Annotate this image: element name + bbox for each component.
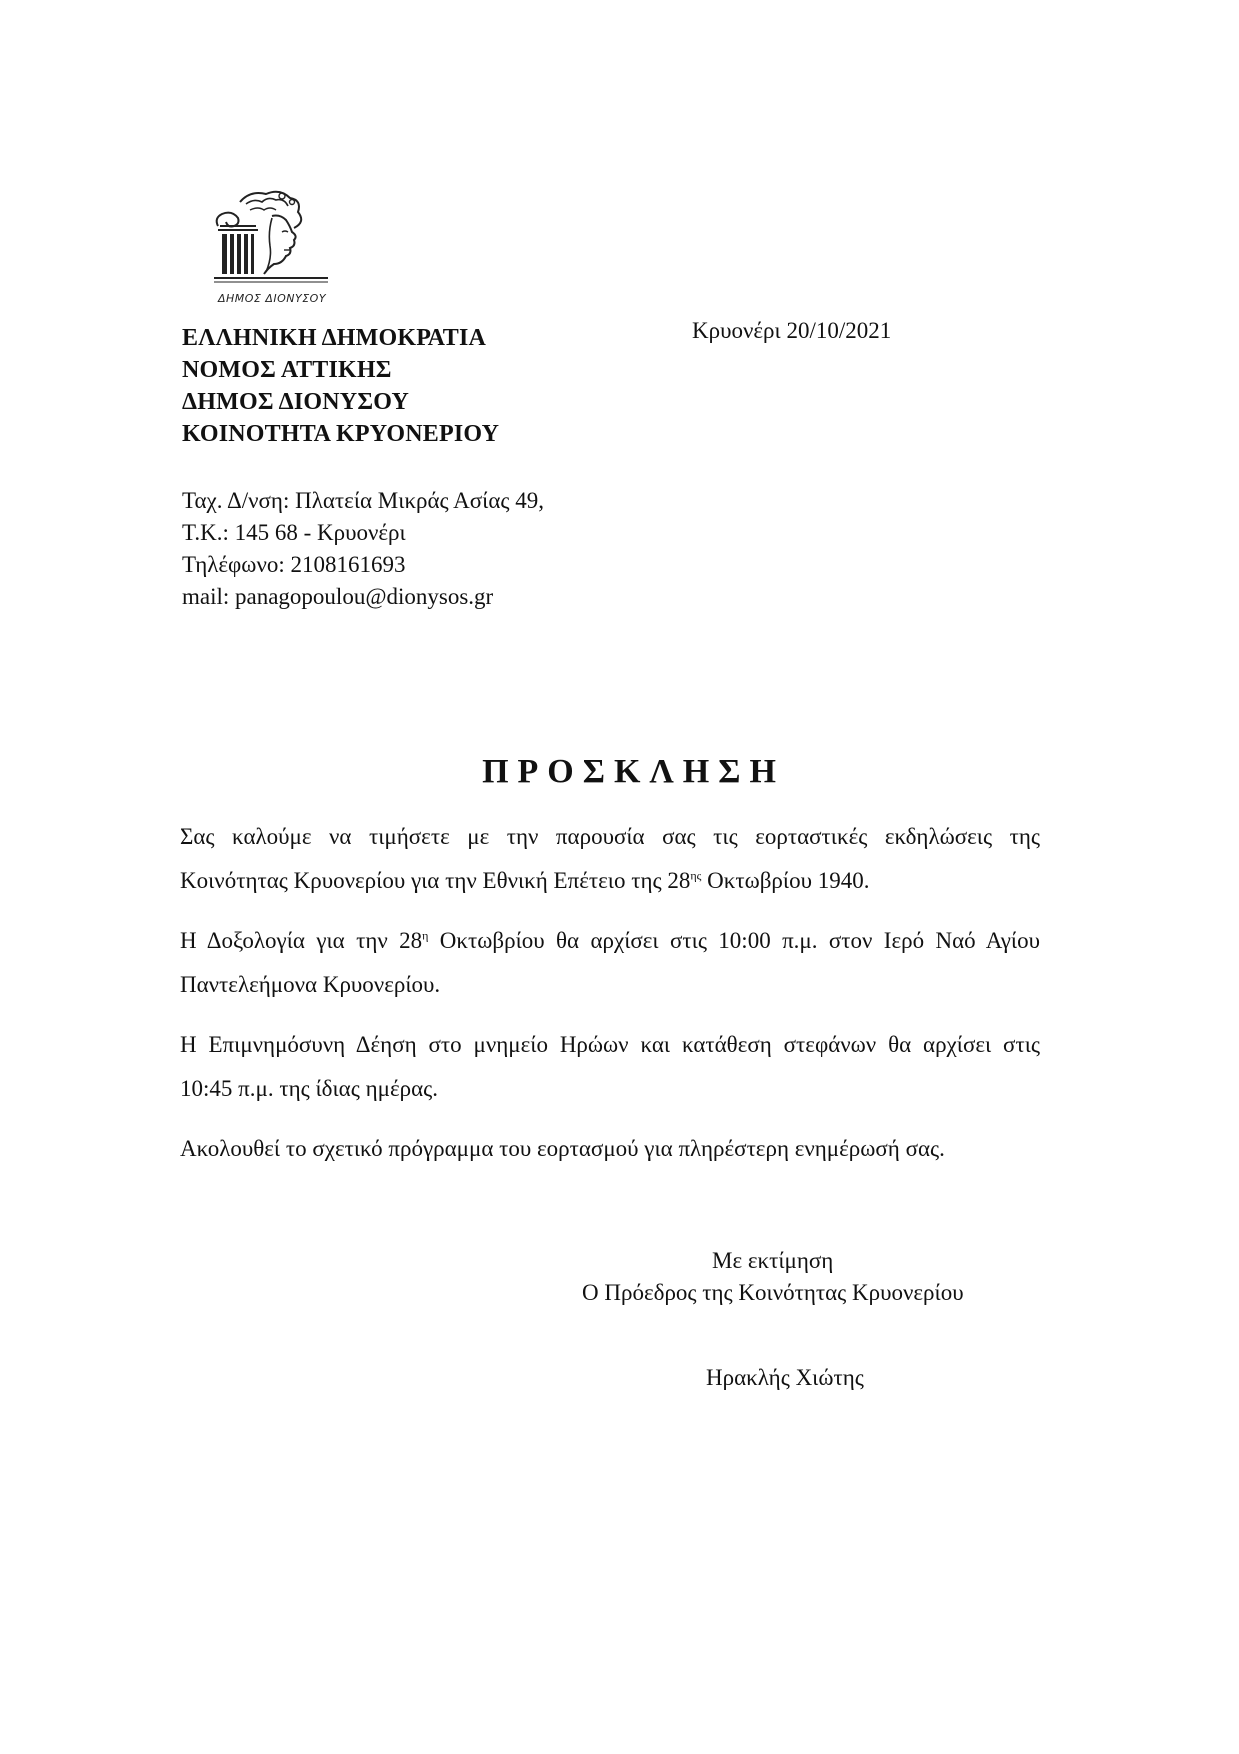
paragraph-doxology [180, 919, 1040, 1007]
body-line: Σας καλούμε να τιμήσετε με την παρουσία σας τις εορταστικές εκδηλώσεις της [180, 824, 1040, 849]
authority-line: ΚΟΙΝΟΤΗΤΑ ΚΡΥΟΝΕΡΙΟΥ [182, 421, 500, 447]
signatory-name: Ηρακλής Χιώτης [706, 1365, 864, 1390]
authority-line: ΔΗΜΟΣ ΔΙΟΝΥΣΟΥ [182, 389, 409, 415]
paragraph-memorial [180, 1023, 1040, 1111]
body-text-segment: Οκτωβρίου θα αρχίσει στις 10:00 π.μ. στον Ιερό Ναό Αγίου [428, 928, 1040, 953]
body-line: Παντελεήμονα Κρυονερίου. [180, 972, 441, 997]
document-date: Κρυονέρι 20/10/2021 [692, 318, 892, 343]
contact-phone: Τηλέφωνο: 2108161693 [182, 552, 406, 577]
contact-details [182, 485, 544, 613]
authority-line: ΕΛΛΗΝΙΚΗ ΔΗΜΟΚΡΑΤΙΑ [182, 325, 487, 351]
body-line [180, 919, 1040, 963]
document-title: ΠΡΟΣΚΛΗΣΗ [482, 753, 785, 790]
ordinal-suffix: ης [690, 868, 702, 883]
closing-regards: Με εκτίμηση [712, 1248, 834, 1273]
body-line: Ακολουθεί το σχετικό πρόγραμμα του εορτασμού για πληρέστερη ενημέρωσή σας. [180, 1136, 945, 1161]
contact-address: Ταχ. Δ/νση: Πλατεία Μικράς Ασίας 49, [182, 488, 545, 513]
contact-email: mail: panagopoulou@dionysos.gr [182, 584, 494, 609]
logo-emblem-icon [210, 188, 334, 292]
paragraph-invitation [180, 815, 1040, 903]
issuing-authority [182, 322, 499, 450]
body-text-segment: Η Δοξολογία για την 28 [180, 928, 423, 953]
authority-line: ΝΟΜΟΣ ΑΤΤΙΚΗΣ [182, 357, 392, 383]
body-line: 10:45 π.μ. της ίδιας ημέρας. [180, 1076, 438, 1101]
body-text-segment: Οκτωβρίου 1940. [701, 868, 870, 893]
contact-postal-code: Τ.Κ.: 145 68 - Κρυονέρι [182, 520, 406, 545]
invitation-body [180, 815, 1040, 1187]
ordinal-suffix: η [422, 928, 429, 943]
body-text-segment: Κοινότητας Κρυονερίου για την Εθνική Επέτειο της 28 [180, 868, 691, 893]
body-line: Η Επιμνημόσυνη Δέηση στο μνημείο Ηρώων και κατάθεση στεφάνων θα αρχίσει στις [180, 1032, 1040, 1057]
body-line [180, 859, 1040, 903]
logo-caption: ΔΗΜΟΣ ΔΙΟΝΥΣΟΥ [217, 292, 327, 305]
signatory-role: Ο Πρόεδρος της Κοινότητας Κρυονερίου [582, 1280, 964, 1305]
municipality-logo [210, 188, 330, 308]
paragraph-program-note [180, 1127, 1040, 1171]
